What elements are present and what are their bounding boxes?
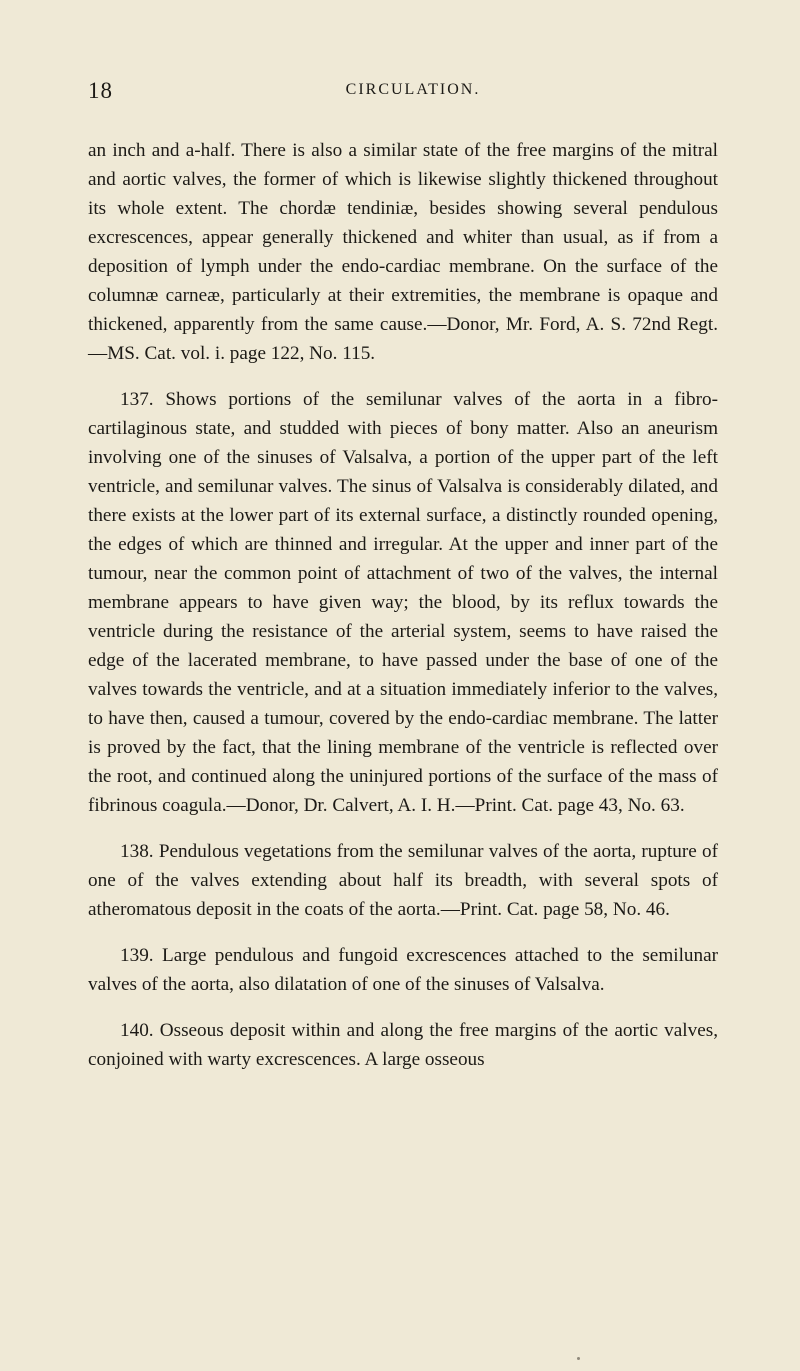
page-number: 18 [88, 78, 113, 103]
running-title: CIRCULATION. [345, 81, 481, 98]
entry-number: 139. [120, 945, 154, 966]
catalogue-entry-138 [88, 837, 718, 924]
body-text [88, 136, 718, 1074]
entry-number: 138. [120, 841, 154, 862]
catalogue-entry-140 [88, 1016, 718, 1074]
paragraph-continued [88, 136, 718, 368]
page-header [88, 78, 728, 108]
entry-text: Shows portions of the semilunar valves of the aorta in a fibro-cartilaginous state, and studded with pieces of bony matter. Also an aneurism involving one of the sinuses of Valsalva, a portion of the upper part of the left ventricle, and semilunar valves. The sinus of Valsalva is considerably dilated, and there exists at the lower part of its external surface, a distinctly rounded opening, the edges of which are thinned and irregular. At the upper and inner part of the tumour, near the common point of attachment of two of the valves, the internal membrane appears to have given way; the blood, by its reflux towards the ventricle during the resistance of the arterial system, seems to have raised the edge of the lacerated membrane, to have passed under the base of one of the valves towards the ventricle, and at a situation immediately inferior to the valves, to have then, caused a tumour, covered by the endo-cardiac membrane. The latter is proved by the fact, that the lining membrane of the ventricle is reflected over the root, and continued along the uninjured portions of the surface of the mass of fibrinous coagula.—Donor, Dr. Calvert, A. I. H.—Print. Cat. page 43, No. 63. [88, 389, 718, 816]
entry-number: 140. [120, 1020, 154, 1041]
catalogue-entry-137 [88, 385, 718, 820]
entry-text: Osseous deposit within and along the free margins of the aortic valves, conjoined with warty excrescences. A large osseous [88, 1020, 718, 1070]
paragraph-text: an inch and a-half. There is also a similar state of the free margins of the mitral and aortic valves, the former of which is likewise slightly thickened throughout its whole extent. The chordæ tendiniæ, besides showing several pendulous excrescences, appear generally thickened and whiter than usual, as if from a deposition of lymph under the endo-cardiac membrane. On the surface of the columnæ carneæ, particularly at their extremities, the membrane is opaque and thickened, apparently from the same cause.—Donor, Mr. Ford, A. S. 72nd Regt.—MS. Cat. vol. i. page 122, No. 115. [88, 140, 718, 364]
entry-text: Large pendulous and fungoid excrescences attached to the semilunar valves of the aorta, also dilatation of one of the sinuses of Valsalva. [88, 945, 719, 995]
paper-speck [577, 1357, 580, 1360]
catalogue-entry-139 [88, 941, 718, 999]
entry-number: 137. [120, 389, 154, 410]
entry-text: Pendulous vegetations from the semilunar valves of the aorta, rupture of one of the valves extending about half its breadth, with several spots of atheromatous deposit in the coats of the aorta.—Print. Cat. page 58, No. 46. [88, 841, 719, 920]
